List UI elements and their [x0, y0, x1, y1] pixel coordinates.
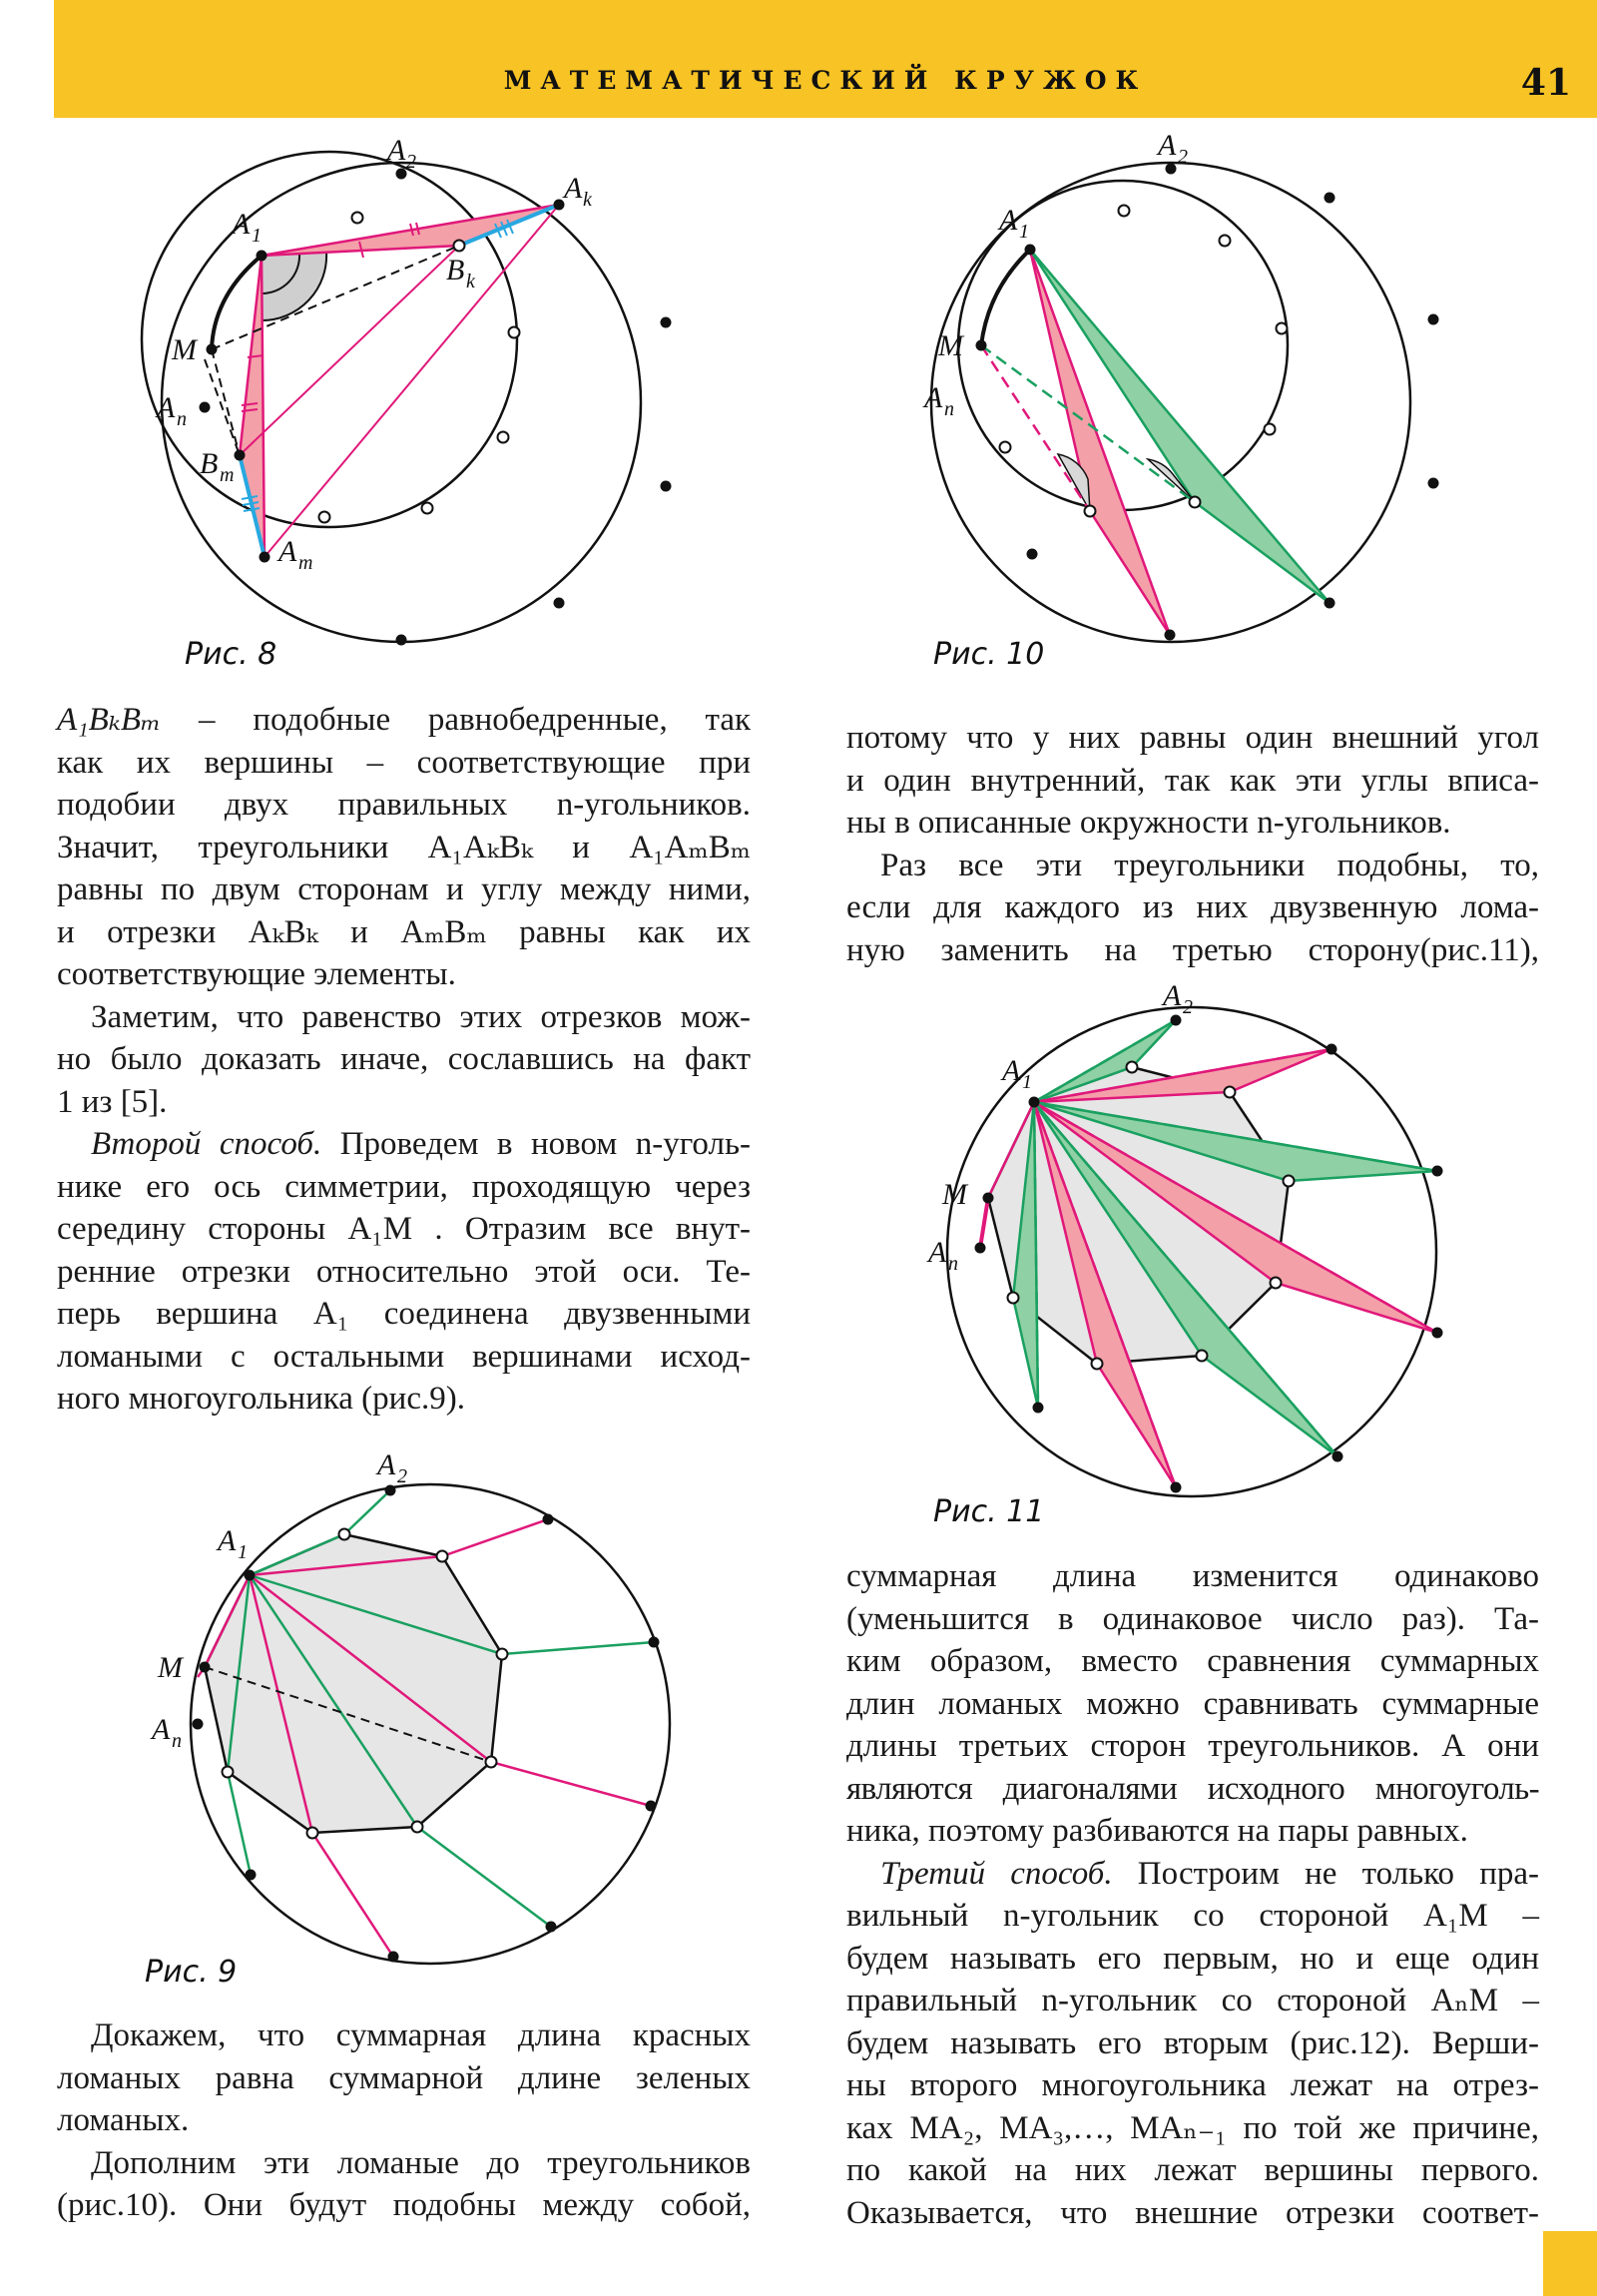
label-An: A	[924, 381, 943, 414]
text-line: если для каждого из них двузвенную лома-	[846, 889, 1539, 925]
text-line: ны второго многоугольника лежат на отрез-	[846, 2067, 1539, 2103]
label-A2: A	[377, 1448, 396, 1481]
text-line: подобии двух правильных n-угольников.	[57, 787, 751, 823]
text-line: как их вершины – соответствующие при	[57, 744, 751, 781]
svg-text:n: n	[172, 1730, 182, 1752]
right-column-upper	[846, 717, 1539, 971]
text-line: будем называть его первым, но и еще один	[846, 1940, 1539, 1977]
text-line: по какой на них лежат вершины первого.	[846, 2152, 1539, 2188]
label-An: A	[928, 1236, 947, 1269]
label-Bk: B	[446, 254, 465, 287]
text-line: ким образом, вместо сравнения суммарных	[846, 1643, 1539, 1679]
text-line: являются диагоналями исходного многоуголь-	[846, 1770, 1539, 1807]
label-A1: A	[999, 204, 1018, 237]
right-column-lower	[846, 1555, 1539, 2234]
text-line: Заметим, что равенство этих отрезков мож-	[91, 998, 751, 1035]
text-line: и отрезки AₖBₖ и AₘBₘ равны как их	[57, 913, 751, 950]
figure-9-drawing	[140, 1437, 699, 1977]
label-A2: A	[1158, 129, 1177, 162]
text-line: ны в описанные окружности n-угольников.	[846, 805, 1451, 841]
text-line: ную заменить на третью сторону(рис.11),	[846, 931, 1539, 968]
text-line: ника, поэтому разбиваются на пары равных.	[846, 1813, 1468, 1849]
page-corner-tab	[1543, 2231, 1597, 2296]
label-M: M	[942, 1178, 967, 1211]
text-line: но было доказать иначе, сославшись на факт	[57, 1041, 751, 1077]
inner-circle	[142, 152, 517, 527]
svg-text:1: 1	[1022, 1071, 1032, 1093]
text-line: Раз все эти треугольники подобны, то,	[880, 847, 1539, 883]
label-M: M	[938, 329, 963, 362]
figure-9-caption: Рис. 9	[145, 1955, 238, 1990]
text-line: ного многоугольника (рис.9).	[57, 1381, 465, 1417]
label-A2: A	[1163, 979, 1182, 1012]
text-line: вильный n-угольник со стороной A₁M –	[846, 1898, 1539, 1934]
svg-text:2: 2	[397, 1465, 407, 1487]
label-M: M	[158, 1651, 183, 1684]
svg-text:n: n	[177, 408, 187, 430]
paragraph: Второй способ. Проведем в новом n-уголь-	[91, 1126, 751, 1162]
text-line: ломаных равна суммарной длине зеленых	[57, 2059, 751, 2096]
svg-text:2: 2	[406, 151, 416, 173]
text-line: будем называть его вторым (рис.12). Верши-	[846, 2024, 1539, 2061]
label-An: A	[152, 1713, 171, 1746]
text-line: (уменьшится в одинаковое число раз). Та-	[846, 1600, 1539, 1637]
text-line: перь вершина A₁ соединена двузвенными	[57, 1296, 751, 1332]
text-line: соответствующие элементы.	[57, 956, 456, 992]
label-A1: A	[1002, 1054, 1021, 1087]
figure-11-drawing	[908, 978, 1477, 1507]
svg-text:m: m	[298, 552, 313, 574]
figure-10-caption: Рис. 10	[933, 637, 1045, 672]
label-Ak: A	[564, 172, 583, 205]
text-line: ломаными с остальными вершинами исход-	[57, 1338, 751, 1375]
figure-11-caption: Рис. 11	[933, 1494, 1045, 1529]
label-A1: A	[232, 208, 251, 241]
svg-text:m: m	[220, 464, 235, 486]
text-line: Докажем, что суммарная длина красных	[91, 2017, 751, 2053]
label-M: M	[172, 333, 197, 366]
figure-10-drawing	[908, 125, 1477, 664]
svg-text:2: 2	[1183, 996, 1193, 1018]
svg-text:1: 1	[1019, 221, 1029, 243]
label-A1: A	[218, 1524, 237, 1557]
label-An: A	[157, 391, 176, 424]
svg-text:k: k	[583, 189, 592, 211]
text-line: равны по двум сторонам и углу между ними,	[57, 871, 751, 907]
text-line: (рис.10). Они будут подобны между собой,	[57, 2187, 751, 2223]
text-line: потому что у них равны один внешний угол	[846, 720, 1539, 756]
text-line: и один внутренний, так как эти углы вписа-	[846, 762, 1539, 799]
figure-9	[140, 1437, 699, 1977]
text-line: ренние отрезки относительно этой оси. Те-	[57, 1253, 751, 1290]
text-line: правильный n-угольник со стороной AₙM –	[846, 1983, 1539, 2018]
figure-11	[908, 978, 1477, 1507]
text-line: длины третьих сторон треугольников. А они	[846, 1728, 1539, 1764]
text-line: Значит, треугольники A₁AₖBₖ и A₁AₘBₘ	[57, 829, 751, 865]
figure-8-drawing	[140, 125, 699, 664]
svg-text:n: n	[944, 398, 954, 420]
text-line: Оказывается, что внешние отрезки соответ-	[846, 2194, 1539, 2231]
figure-8	[140, 125, 699, 664]
header-bar	[54, 0, 1597, 118]
label-A2: A	[387, 134, 406, 167]
svg-text:2: 2	[1178, 146, 1188, 168]
paragraph: A₁BₖBₘ – подобные равнобедренные, так	[57, 702, 752, 738]
figure-8-caption: Рис. 8	[185, 637, 277, 672]
section-title: МАТЕМАТИЧЕСКИЙ КРУЖОК	[503, 66, 1148, 95]
svg-text:1: 1	[238, 1541, 248, 1563]
angle-mark	[262, 252, 326, 320]
left-column-lower	[57, 2014, 751, 2227]
text-line: середину стороны A₁M . Отразим все внут-	[57, 1211, 751, 1247]
svg-text:1: 1	[252, 225, 262, 247]
figure-10	[908, 125, 1477, 664]
left-column-upper	[57, 699, 751, 1421]
label-Am: A	[278, 535, 297, 568]
text-line: Дополним эти ломаные до треугольников	[91, 2144, 751, 2181]
text-line: ломаных.	[57, 2102, 190, 2138]
svg-text:n: n	[948, 1253, 958, 1275]
text-line: 1 из [5].	[57, 1083, 168, 1120]
text-line: суммарная длина изменится одинаково	[846, 1558, 1539, 1594]
red-triangle	[1030, 250, 1170, 635]
paragraph: Третий способ. Построим не только пра-	[880, 1855, 1539, 1892]
text-line: нике его ось симметрии, проходящую через	[57, 1168, 751, 1205]
label-Bm: B	[200, 447, 219, 480]
svg-text:k: k	[466, 271, 475, 292]
page-number: 41	[1520, 62, 1571, 104]
text-line: ках MA₂, MA₃,…, MAₙ₋₁ по той же причине,	[846, 2109, 1539, 2146]
text-line: длин ломаных можно сравнивать суммарные	[846, 1685, 1539, 1722]
